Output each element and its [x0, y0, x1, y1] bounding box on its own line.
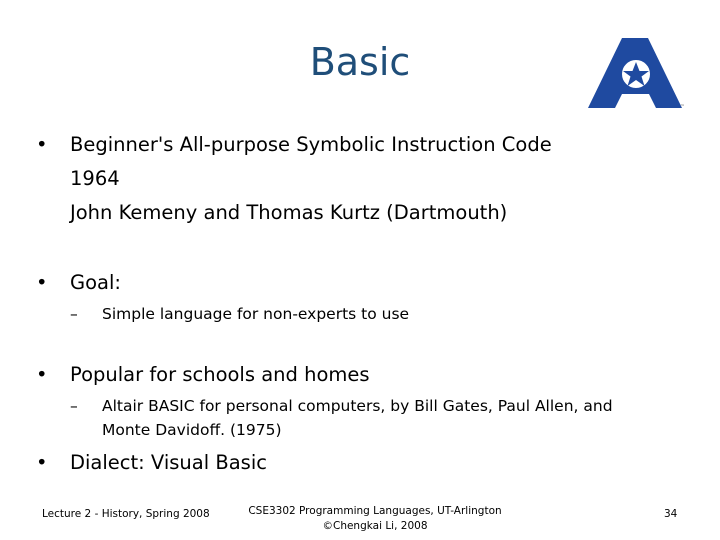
sub-bullet-item [70, 395, 613, 417]
sub-bullet-symbol: – [70, 305, 78, 323]
sub-bullet-text: Simple language for non-experts to use [102, 305, 410, 323]
slide-title: Basic [309, 40, 411, 84]
bullet-continuation: John Kemeny and Thomas Kurtz (Dartmouth) [70, 201, 508, 224]
sub-bullet-symbol: – [70, 397, 78, 415]
bullet-text: Beginner's All-purpose Symbolic Instruction Code [70, 133, 552, 156]
footer-copyright: ©Chengkai Li, 2008 [322, 520, 428, 532]
page-number: 34 [664, 508, 678, 520]
ut-arlington-logo-icon [586, 36, 688, 110]
bullet-item [36, 446, 267, 480]
sub-bullet-text: Altair BASIC for personal computers, by Bill Gates, Paul Allen, and [102, 397, 613, 415]
sub-bullet-item [70, 303, 409, 325]
bullet-symbol: • [36, 363, 48, 386]
footer-lecture: Lecture 2 - History, Spring 2008 [42, 508, 210, 520]
bullet-text: Goal: [70, 271, 121, 294]
bullet-item [36, 358, 370, 392]
bullet-symbol: • [36, 133, 48, 156]
bullet-symbol: • [36, 271, 48, 294]
bullet-item [36, 266, 121, 300]
trademark-mark: ™ [680, 104, 685, 110]
sub-bullet-continuation: Monte Davidoff. (1975) [102, 421, 282, 439]
footer-course [230, 504, 520, 534]
bullet-continuation: 1964 [70, 167, 120, 190]
bullet-symbol: • [36, 451, 48, 474]
bullet-item [36, 128, 552, 162]
bullet-text: Dialect: Visual Basic [70, 451, 267, 474]
bullet-text: Popular for schools and homes [70, 363, 370, 386]
footer-course-line: CSE3302 Programming Languages, UT-Arlington [248, 505, 502, 517]
